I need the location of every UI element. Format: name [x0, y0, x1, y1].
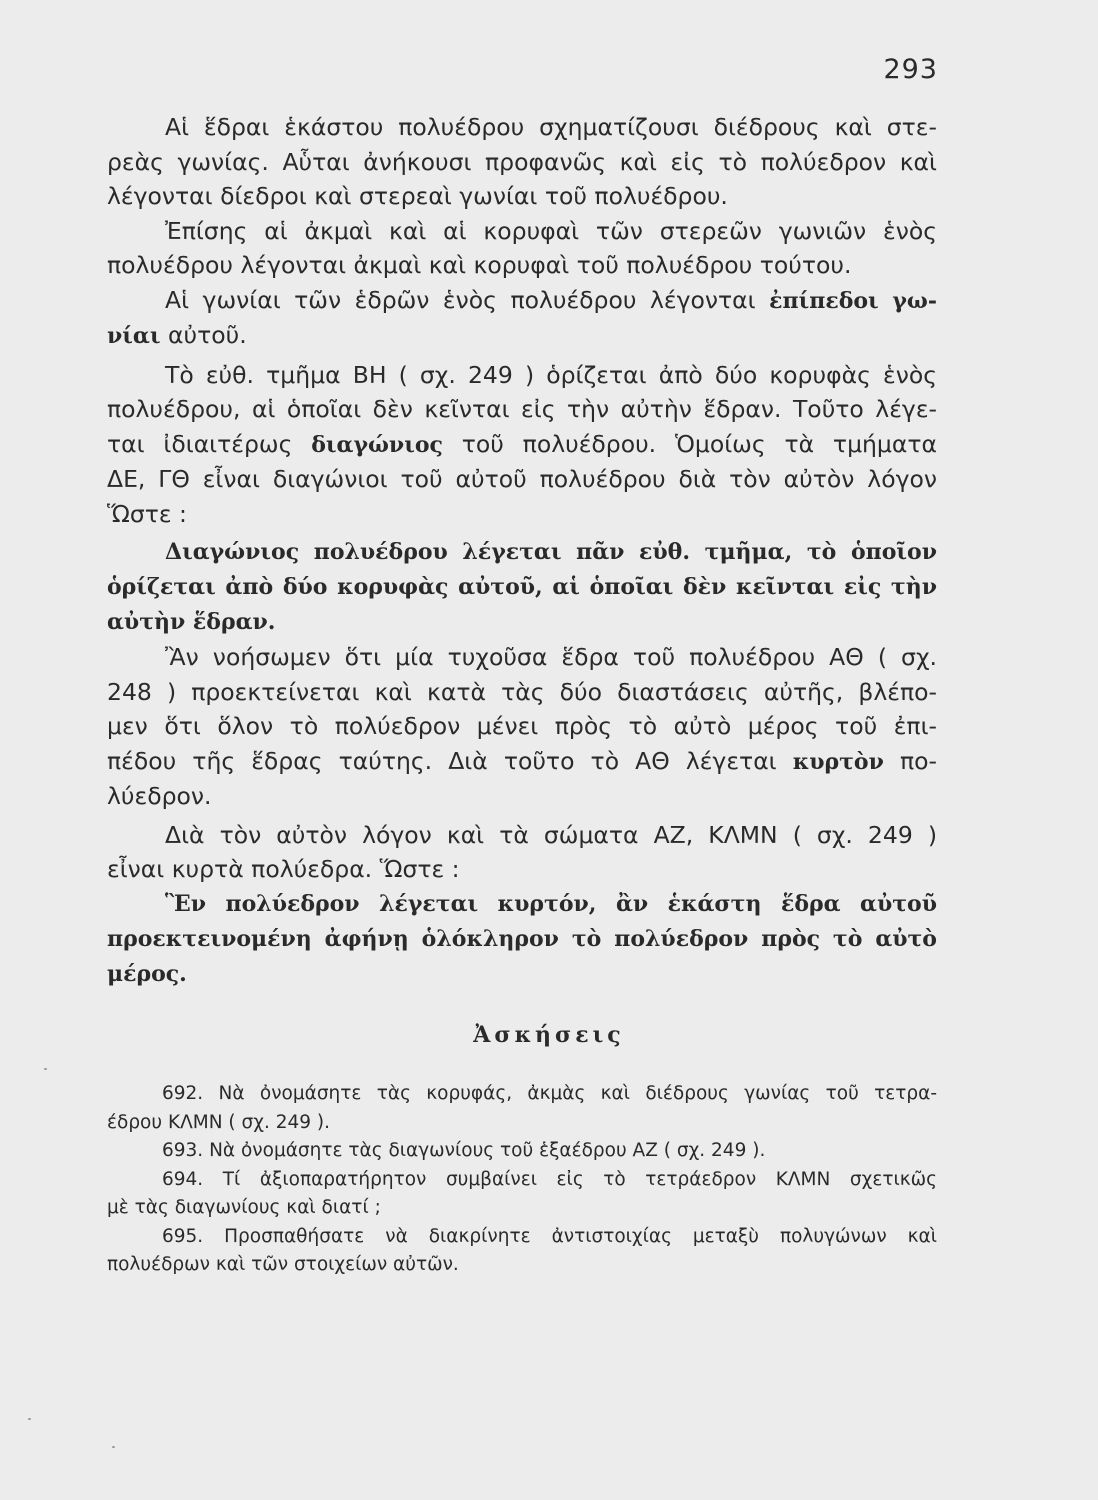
text-line: ρεὰς γωνίας. Αὗται ἀνήκουσι προφανῶς καὶ εἰς τὸ πολύεδρον καὶ — [107, 147, 937, 176]
text-line: μὲ τὰς διαγωνίους καὶ διατί ; — [107, 1197, 381, 1218]
term-plane-angles-cont: νίαι — [107, 323, 161, 349]
text-line: μεν ὅτι ὅλον τὸ πολύεδρον μένει πρὸς τὸ αὐτὸ μέρος τοῦ ἐπι- — [107, 712, 937, 740]
text-line: Τὸ εὐθ. τμῆμα ΒΗ ( σχ. 249 ) ὁρίζεται ἀπὸ δύο κορυφὰς ἑνὸς — [165, 360, 937, 389]
main-text — [107, 110, 937, 992]
text-line: 248 ) προεκτείνεται καὶ κατὰ τὰς δύο διαστάσεις αὐτῆς, βλέπο- — [107, 677, 937, 706]
text-line: Ὥστε : — [107, 499, 187, 528]
text-line — [107, 744, 937, 780]
paragraph-plane-angles — [107, 283, 937, 354]
text-line: λέγονται δίεδροι καὶ στερεαὶ γωνίαι τοῦ πολυέδρου. — [107, 182, 728, 210]
text-run: Αἱ γωνίαι τῶν ἑδρῶν ἑνὸς πολυέδρου λέγονται — [165, 285, 756, 314]
text-line: Αἱ ἕδραι ἑκάστου πολυέδρου σχηματίζουσι διέδρους καὶ στε- — [165, 113, 937, 141]
text-line: 695. Προσπαθήσατε νὰ διακρίνητε ἀντιστοιχίας μεταξὺ πολυγώνων καὶ — [162, 1225, 937, 1247]
text-line: Διὰ τὸν αὐτὸν λόγον καὶ τὰ σώματα ΑΖ, ΚΛΜΝ ( σχ. 249 ) — [165, 820, 937, 849]
exercises-heading: Ἀσκήσεις — [473, 1022, 625, 1048]
exercises-list — [107, 1080, 937, 1280]
exercise-item — [107, 1137, 937, 1166]
text-run: αὐτοῦ. — [167, 321, 247, 349]
paper-speck — [28, 1418, 31, 1420]
page-number: 293 — [883, 54, 938, 85]
text-run: πέδου τῆς ἕδρας ταύτης. Διὰ τοῦτο τὸ ΑΘ λέγεται — [107, 746, 777, 775]
text-line: Διαγώνιος πολυέδρου λέγεται πᾶν εὐθ. τμῆμα, τὸ ὁποῖον — [165, 539, 937, 565]
paragraph-edges — [107, 214, 937, 283]
text-line: Ἓν πολύεδρον λέγεται κυρτόν, ἂν ἑκάστη ἕδρα αὐτοῦ — [165, 890, 937, 917]
exercise-item — [107, 1080, 937, 1137]
definition-diagonal — [107, 535, 937, 640]
text-run: τοῦ πολυέδρου. Ὁμοίως τὰ τμήματα — [461, 429, 937, 458]
text-line: Ἐπίσης αἱ ἀκμαὶ καὶ αἱ κορυφαὶ τῶν στερεῶν γωνιῶν ἑνὸς — [165, 216, 937, 245]
text-line: έδρου ΚΛΜΝ ( σχ. 249 ). — [107, 1111, 330, 1133]
text-line: Ἂν νοήσωμεν ὅτι μία τυχοῦσα ἕδρα τοῦ πολυέδρου ΑΘ ( σχ. — [165, 643, 937, 671]
text-line: 692. Νὰ ὀνομάσητε τὰς κορυφάς, ἀκμὰς καὶ διέδρους γωνίας τοῦ τετρα- — [162, 1083, 937, 1104]
text-line: πολυέδρου, αἱ ὁποῖαι δὲν κεῖνται εἰς τὴν αὐτὴν ἕδραν. Τοῦτο λέγε- — [107, 395, 937, 423]
paper-speck — [44, 1068, 47, 1070]
paragraph-convex-bodies — [107, 818, 937, 887]
text-line: 694. Τί ἀξιοπαρατήρητον συμβαίνει εἰς τὸ τετράεδρον ΚΛΜΝ σχετικῶς — [162, 1168, 937, 1190]
text-line — [107, 427, 937, 463]
paragraph-faces — [107, 110, 937, 214]
text-line: αὐτὴν ἕδραν. — [107, 609, 276, 635]
text-line: εἶναι κυρτὰ πολύεδρα. Ὥστε : — [107, 855, 460, 883]
text-run: ται ἰδιαιτέρως — [107, 429, 293, 458]
text-line: 693. Νὰ ὀνομάσητε τὰς διαγωνίους τοῦ ἑξαέδρου ΑΖ ( σχ. 249 ). — [162, 1140, 766, 1161]
term-plane-angles: ἐπίπεδοι γω- — [769, 287, 937, 314]
text-line: λύεδρον. — [107, 782, 212, 810]
text-line — [107, 283, 937, 319]
text-line — [107, 318, 937, 354]
text-line: πολυέδρων καὶ τῶν στοιχείων αὐτῶν. — [107, 1254, 459, 1275]
paragraph-diagonal — [107, 358, 937, 532]
term-diagonal: διαγώνιος — [311, 431, 443, 458]
text-line: πολυέδρου λέγονται ἀκμαὶ καὶ κορυφαὶ τοῦ πολυέδρου τούτου. — [107, 251, 852, 279]
text-line: μέρος. — [107, 960, 187, 987]
text-line: ὁρίζεται ἀπὸ δύο κορυφὰς αὐτοῦ, αἱ ὁποῖαι δὲν κεῖνται εἰς τὴν — [107, 574, 937, 600]
term-convex: κυρτὸν — [792, 748, 884, 775]
exercise-item — [107, 1223, 937, 1280]
text-line: προεκτεινομένη ἀφήνῃ ὁλόκληρον τὸ πολύεδρον πρὸς τὸ αὐτὸ — [107, 925, 937, 952]
paragraph-convex — [107, 640, 937, 814]
exercise-item — [107, 1166, 937, 1223]
text-line: ΔΕ, ΓΘ εἶναι διαγώνιοι τοῦ αὐτοῦ πολυέδρου διὰ τὸν αὐτὸν λόγον — [107, 465, 937, 493]
definition-convex — [107, 887, 937, 992]
text-run: πο- — [899, 746, 937, 775]
paper-speck — [112, 1446, 115, 1448]
